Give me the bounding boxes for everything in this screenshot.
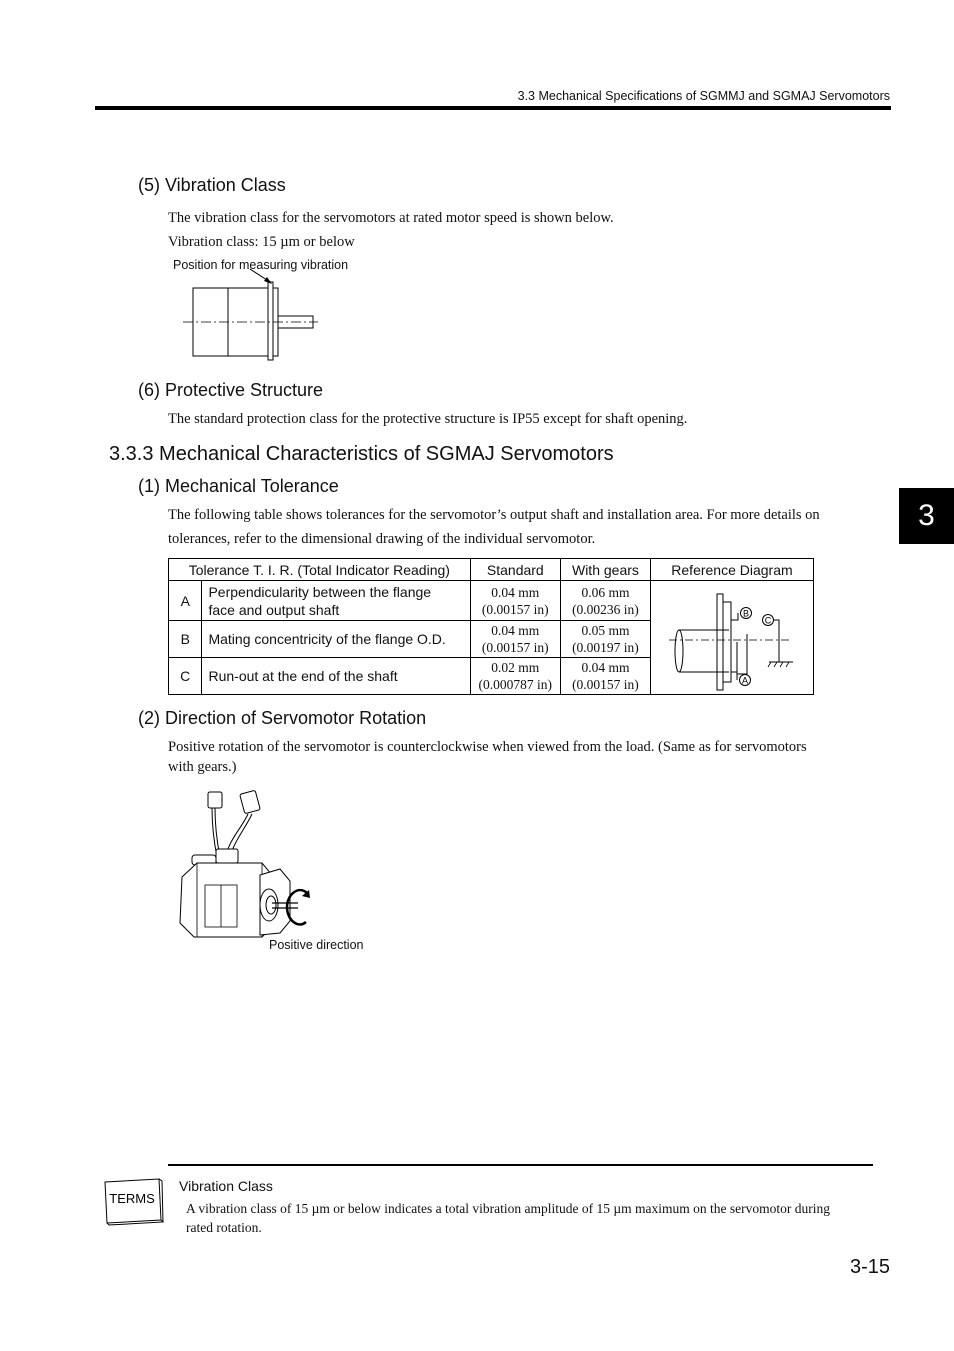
gears-in: (0.00236 in) xyxy=(572,601,639,617)
running-header: 3.3 Mechanical Specifications of SGMMJ and SGMAJ Servomotors xyxy=(517,89,890,103)
vibration-text-2: Vibration class: 15 µm or below xyxy=(168,234,355,250)
standard-in: (0.00157 in) xyxy=(481,640,549,655)
vibration-diagram-label: Position for measuring vibration xyxy=(173,258,349,272)
gears-in: (0.00197 in) xyxy=(572,640,639,655)
protective-heading: (6) Protective Structure xyxy=(138,380,324,400)
row-gears-value xyxy=(560,581,650,621)
row-description: Run-out at the end of the shaft xyxy=(202,658,470,695)
tolerance-text-1: The following table shows tolerances for the servomotor’s output shaft and installation area. For more details on xyxy=(168,507,820,523)
row-letter: A xyxy=(169,581,202,621)
reference-diagram-cell xyxy=(650,581,813,695)
standard-in: (0.000787 in) xyxy=(478,677,553,692)
gears-mm: 0.05 mm xyxy=(581,623,630,638)
terms-book-icon xyxy=(101,1176,165,1226)
gears-mm: 0.06 mm xyxy=(581,584,630,600)
row-description-line: face and output shaft xyxy=(208,601,340,618)
gears-mm: 0.04 mm xyxy=(581,660,630,675)
row-standard-value xyxy=(470,621,560,658)
row-standard-value xyxy=(470,581,560,621)
rotation-diagram-label: Positive direction xyxy=(269,938,364,952)
table-row xyxy=(169,581,814,621)
tolerance-table xyxy=(168,558,814,695)
tolerance-heading: (1) Mechanical Tolerance xyxy=(138,476,339,496)
vibration-heading: (5) Vibration Class xyxy=(138,175,286,195)
rotation-text-2: with gears.) xyxy=(168,759,237,775)
tolerance-reference-diagram xyxy=(651,582,813,694)
terms-icon-label: TERMS xyxy=(109,1191,155,1206)
marker-a-label: A xyxy=(741,675,748,685)
row-description-line: Perpendicularity between the flange xyxy=(208,583,432,600)
vibration-measure-diagram xyxy=(180,268,320,363)
column-header-reference-diagram: Reference Diagram xyxy=(650,559,813,581)
row-letter: B xyxy=(169,621,202,658)
section-title: 3.3.3 Mechanical Characteristics of SGMAJ Servomotors xyxy=(109,443,614,465)
terms-text-1: A vibration class of 15 µm or below indicates a total vibration amplitude of 15 µm maximum on the servomotor during xyxy=(186,1201,830,1216)
row-gears-value xyxy=(560,621,650,658)
marker-b-label: B xyxy=(742,608,749,618)
protective-text: The standard protection class for the protective structure is IP55 except for shaft opening. xyxy=(168,411,688,427)
standard-mm: 0.04 mm xyxy=(491,584,540,600)
column-header-with-gears: With gears xyxy=(560,559,650,581)
footer-rule xyxy=(168,1164,873,1166)
table-header-row xyxy=(169,559,814,581)
row-gears-value xyxy=(560,658,650,695)
terms-title: Vibration Class xyxy=(179,1178,273,1194)
row-description xyxy=(202,581,470,621)
tolerance-text-2: tolerances, refer to the dimensional drawing of the individual servomotor. xyxy=(168,531,596,547)
rotation-text-1: Positive rotation of the servomotor is counterclockwise when viewed from the load. (Same as for servomotors xyxy=(168,739,807,755)
standard-in: (0.00157 in) xyxy=(481,601,549,617)
row-description: Mating concentricity of the flange O.D. xyxy=(202,621,470,658)
marker-c-label: C xyxy=(764,615,772,625)
header-rule xyxy=(95,106,891,110)
standard-mm: 0.04 mm xyxy=(491,623,540,638)
terms-text-2: rated rotation. xyxy=(186,1220,262,1235)
column-header-tolerance: Tolerance T. I. R. (Total Indicator Reading) xyxy=(169,559,471,581)
chapter-tab: 3 xyxy=(899,488,954,544)
vibration-text-1: The vibration class for the servomotors at rated motor speed is shown below. xyxy=(168,210,614,226)
gears-in: (0.00157 in) xyxy=(572,677,639,692)
page-number: 3-15 xyxy=(849,1256,890,1278)
row-standard-value xyxy=(470,658,560,695)
row-letter: C xyxy=(169,658,202,695)
column-header-standard: Standard xyxy=(470,559,560,581)
servomotor-rotation-diagram xyxy=(172,787,317,942)
standard-mm: 0.02 mm xyxy=(491,660,540,675)
rotation-heading: (2) Direction of Servomotor Rotation xyxy=(138,708,427,728)
